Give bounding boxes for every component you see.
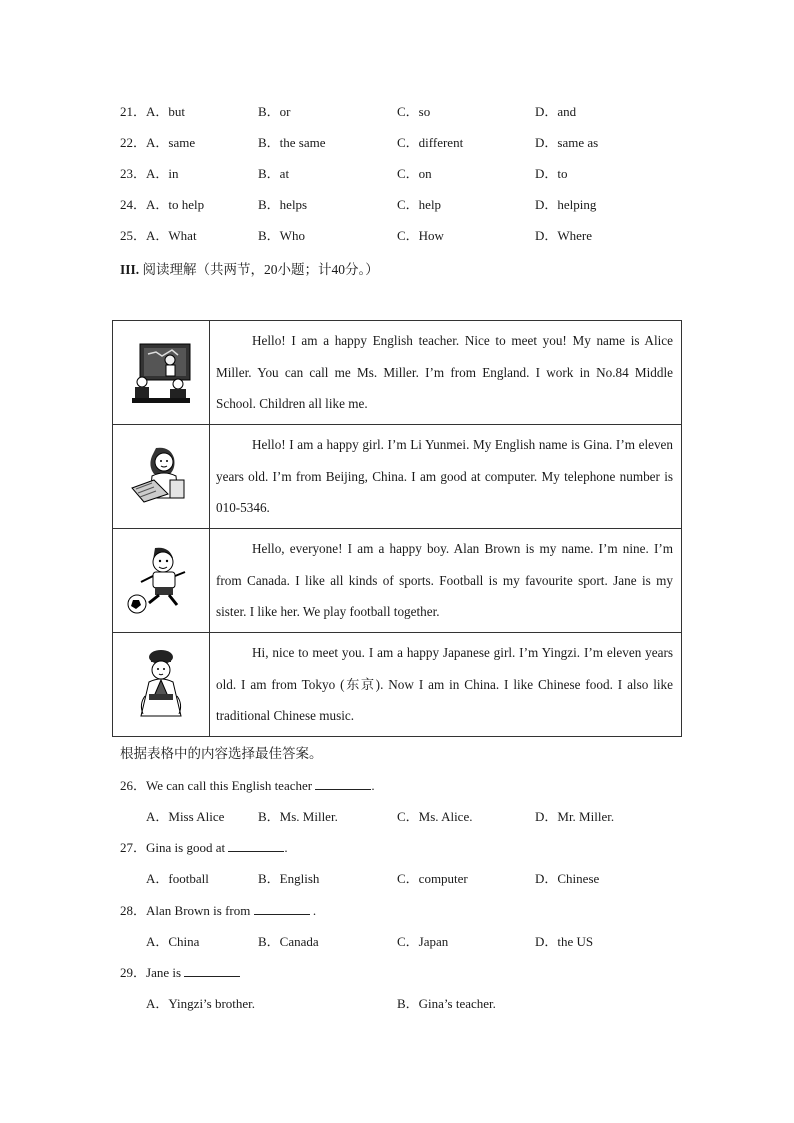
option-c: C．computer (397, 871, 468, 886)
teacher-icon (126, 340, 196, 406)
exam-page: 21．A．but B．or C．so D．and 22．A．same B．the same C．different D．same as 23．A．in B．at C．on D．to 24．A．to help B．helps C．help D．helping 25．A．What B．Who C．How D．Where III. 阅读理解（共两节，20小题；计40分。） Hello! I am a happy English teacher. Nice to meet you! My name is Alice Miller. You can call me Ms. Miller. I’m from England. I work in No.84 Middle School. Children all like me. Hello! I am a happy girl. I’m Li Yunmei. My English name is Gina. I’m eleven years old. I’m from Beijing, China. I am good at computer. My telephone number is 010-5346. Hello, everyone! I am a happy boy. Alan Brown is my name. I’m nine. I’m from Canada. I like all kinds of sports. Football is my favourite sport. Jane is my sister. I like her. We play football together. Hi, nice to meet you. I am a happy Japanese girl. I’m Yingzi. I’m eleven years old. I am from Tokyo (东京). Now I am in China. I like Chinese food. I also like traditional Chinese music. 根据表格中的内容选择最佳答案。 26．We can call this English teacher . A．Miss Alice B．Ms. Miller. C．Ms. Alice. D．Mr. Miller. 27．Gina is good at . A．football B．English C．computer D．Chinese 28．Alan Brown is from . A．China B．Canada C．Japan D．the US 29．Jane is A．Yingzi’s brother. B．Gina’s teacher. (0, 0, 794, 1123)
option-d: D．helping (535, 197, 597, 212)
option-a: A．Miss Alice (146, 809, 225, 824)
reading-row-gina (113, 425, 682, 529)
option-d: D．to (535, 166, 568, 181)
answer-blank (184, 963, 240, 977)
reading-text: Hi, nice to meet you. I am a happy Japanese girl. I’m Yingzi. I’m eleven years old. I am from Tokyo (东京). Now I am in China. I like Chinese food. I also like traditional Chinese music. (216, 645, 673, 724)
question-28-options (146, 932, 706, 952)
reading-text: Hello, everyone! I am a happy boy. Alan Brown is my name. I’m nine. I’m from Canada. I like all kinds of sports. Football is my favourite sport. Jane is my sister. I like her. We play football together. (216, 541, 673, 620)
option-c: C．on (397, 166, 432, 181)
girl-computer-icon (126, 444, 196, 510)
instruction-text: 根据表格中的内容选择最佳答案。 (120, 746, 323, 761)
option-a: A．in (146, 166, 179, 181)
boy-football-icon (123, 546, 199, 616)
option-c: C．different (397, 135, 464, 150)
option-d: D．Where (535, 228, 593, 243)
option-a: A．same (146, 135, 196, 150)
reading-table (112, 320, 682, 737)
question-27-options (146, 869, 706, 889)
option-b: B．Ms. Miller. (258, 809, 338, 824)
option-b: B．Gina’s teacher. (397, 996, 496, 1011)
section-number: III. (120, 262, 140, 277)
option-b: B．the same (258, 135, 326, 150)
option-a: A．China (146, 934, 200, 949)
japanese-girl-icon (131, 648, 191, 722)
option-a: A．Yingzi’s brother. (146, 996, 256, 1011)
reading-text: Hello! I am a happy English teacher. Nice to meet you! My name is Alice Miller. You can call me Ms. Miller. I’m from England. I work in No.84 Middle School. Children all like me. (216, 333, 673, 412)
reading-row-yingzi (113, 633, 682, 737)
answer-blank (254, 901, 310, 915)
option-c: C．How (397, 228, 444, 243)
option-c: C．Ms. Alice. (397, 809, 473, 824)
option-b: B．helps (258, 197, 308, 212)
reading-row-alan (113, 529, 682, 633)
option-c: C．so (397, 104, 431, 119)
section-title: 阅读理解（共两节，20小题；计40分。） (142, 262, 379, 277)
option-b: B．or (258, 104, 291, 119)
question-27-stem: 27．Gina is good at . (120, 840, 288, 855)
option-d: D．Mr. Miller. (535, 809, 615, 824)
option-a: A．football (146, 871, 209, 886)
section-heading (120, 260, 379, 280)
option-b: B．Canada (258, 934, 319, 949)
option-d: D．and (535, 104, 577, 119)
option-a: A．What (146, 228, 197, 243)
question-26-stem: 26．We can call this English teacher . (120, 778, 375, 793)
option-d: D．the US (535, 934, 594, 949)
option-d: D．same as (535, 135, 599, 150)
answer-blank (228, 838, 284, 852)
question-29-stem: 29．Jane is (120, 963, 240, 983)
question-26-options (146, 807, 706, 827)
option-b: B．English (258, 871, 320, 886)
option-a: A．but (146, 104, 186, 119)
question-29-options (146, 994, 706, 1014)
option-a: A．to help (146, 197, 205, 212)
question-28-stem: 28．Alan Brown is from . (120, 903, 317, 918)
answer-blank (315, 776, 371, 790)
option-c: C．help (397, 197, 442, 212)
option-b: B．at (258, 166, 290, 181)
option-b: B．Who (258, 228, 305, 243)
option-d: D．Chinese (535, 871, 600, 886)
reading-row-teacher (113, 321, 682, 425)
reading-text: Hello! I am a happy girl. I’m Li Yunmei. My English name is Gina. I’m eleven years old. I’m from Beijing, China. I am good at computer. My telephone number is 010-5346. (216, 437, 673, 516)
option-c: C．Japan (397, 934, 449, 949)
